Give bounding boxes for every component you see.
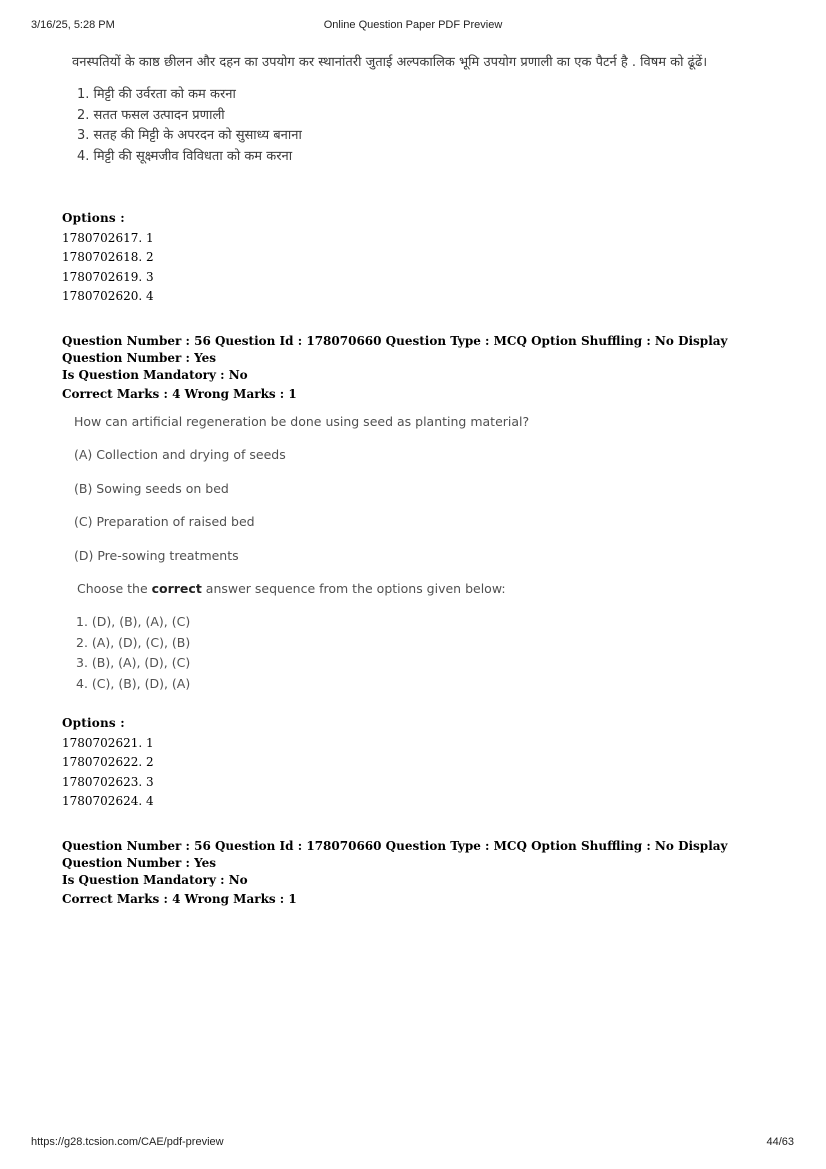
statement-d: (D) Pre-sowing treatments: [74, 548, 239, 563]
option-id: 1780702624. 4: [62, 794, 154, 808]
choice-1: 1. मिट्टी की उर्वरता को कम करना: [77, 87, 236, 102]
mandatory-line: Is Question Mandatory : No: [62, 368, 248, 382]
sequence-4: 4. (C), (B), (D), (A): [76, 675, 191, 691]
option-id: 1780702618. 2: [62, 250, 154, 264]
question-55-text: [72, 53, 772, 167]
question-56-meta: [62, 333, 782, 403]
question-55-stem: वनस्पतियों के काष्ठ छीलन और दहन का उपयोग कर स्थानांतरी जुताई अल्पकालिक भूमि उपयोग प्रणाली का एक पैटर्न है . विषम को ढूंढें।: [72, 55, 708, 70]
option-id: 1780702621. 1: [62, 735, 154, 750]
question-56-options: [62, 714, 154, 812]
next-question-meta: [62, 838, 782, 908]
page-url: https://g28.tcsion.com/CAE/pdf-preview: [31, 1136, 224, 1148]
option-id: 1780702620. 4: [62, 289, 154, 303]
options-label: Options :: [62, 211, 125, 225]
statement-b: (B) Sowing seeds on bed: [74, 481, 229, 496]
options-label: Options :: [62, 716, 125, 730]
page-footer: [0, 1136, 826, 1150]
statement-c: (C) Preparation of raised bed: [74, 514, 255, 529]
instruction-post: answer sequence from the options given below:: [201, 581, 506, 596]
instruction-pre: Choose the: [77, 581, 152, 596]
document-title: Online Question Paper PDF Preview: [323, 19, 503, 31]
option-id: 1780702622. 2: [62, 755, 154, 769]
instruction-bold: correct: [151, 581, 202, 596]
option-id: 1780702617. 1: [62, 230, 154, 245]
sequence-list: [76, 612, 190, 694]
choice-2: 2. सतत फसल उत्पादन प्रणाली: [77, 107, 225, 123]
sequence-2: 2. (A), (D), (C), (B): [76, 634, 191, 650]
option-id: 1780702619. 3: [62, 269, 154, 284]
mandatory-line: Is Question Mandatory : No: [62, 873, 248, 887]
print-datetime: 3/16/25, 5:28 PM: [31, 19, 115, 31]
option-id: 1780702623. 3: [62, 774, 154, 789]
question-meta-line: Question Number : 56 Question Id : 178070660 Question Type : MCQ Option Shuffling : No Display Question Number : Yes: [62, 839, 728, 870]
instruction: [77, 581, 506, 596]
question-55-choices: [72, 85, 772, 167]
page-number: 44/63: [766, 1136, 794, 1148]
question-meta-line: Question Number : 56 Question Id : 178070660 Question Type : MCQ Option Shuffling : No Display Question Number : Yes: [62, 334, 728, 365]
choice-3: 3. सतह की मिट्टी के अपरदन को सुसाध्य बनाना: [77, 128, 302, 143]
statement-a: (A) Collection and drying of seeds: [74, 447, 286, 462]
question-56-stem: How can artificial regeneration be done using seed as planting material?: [74, 414, 530, 429]
marks-line: Correct Marks : 4 Wrong Marks : 1: [62, 387, 297, 401]
page-header: [0, 19, 826, 33]
choice-4: 4. मिट्टी की सूक्ष्मजीव विविधता को कम करना: [77, 148, 293, 164]
question-55-options: [62, 209, 154, 307]
sequence-1: 1. (D), (B), (A), (C): [76, 614, 191, 629]
sequence-3: 3. (B), (A), (D), (C): [76, 655, 191, 670]
marks-line: Correct Marks : 4 Wrong Marks : 1: [62, 892, 297, 906]
